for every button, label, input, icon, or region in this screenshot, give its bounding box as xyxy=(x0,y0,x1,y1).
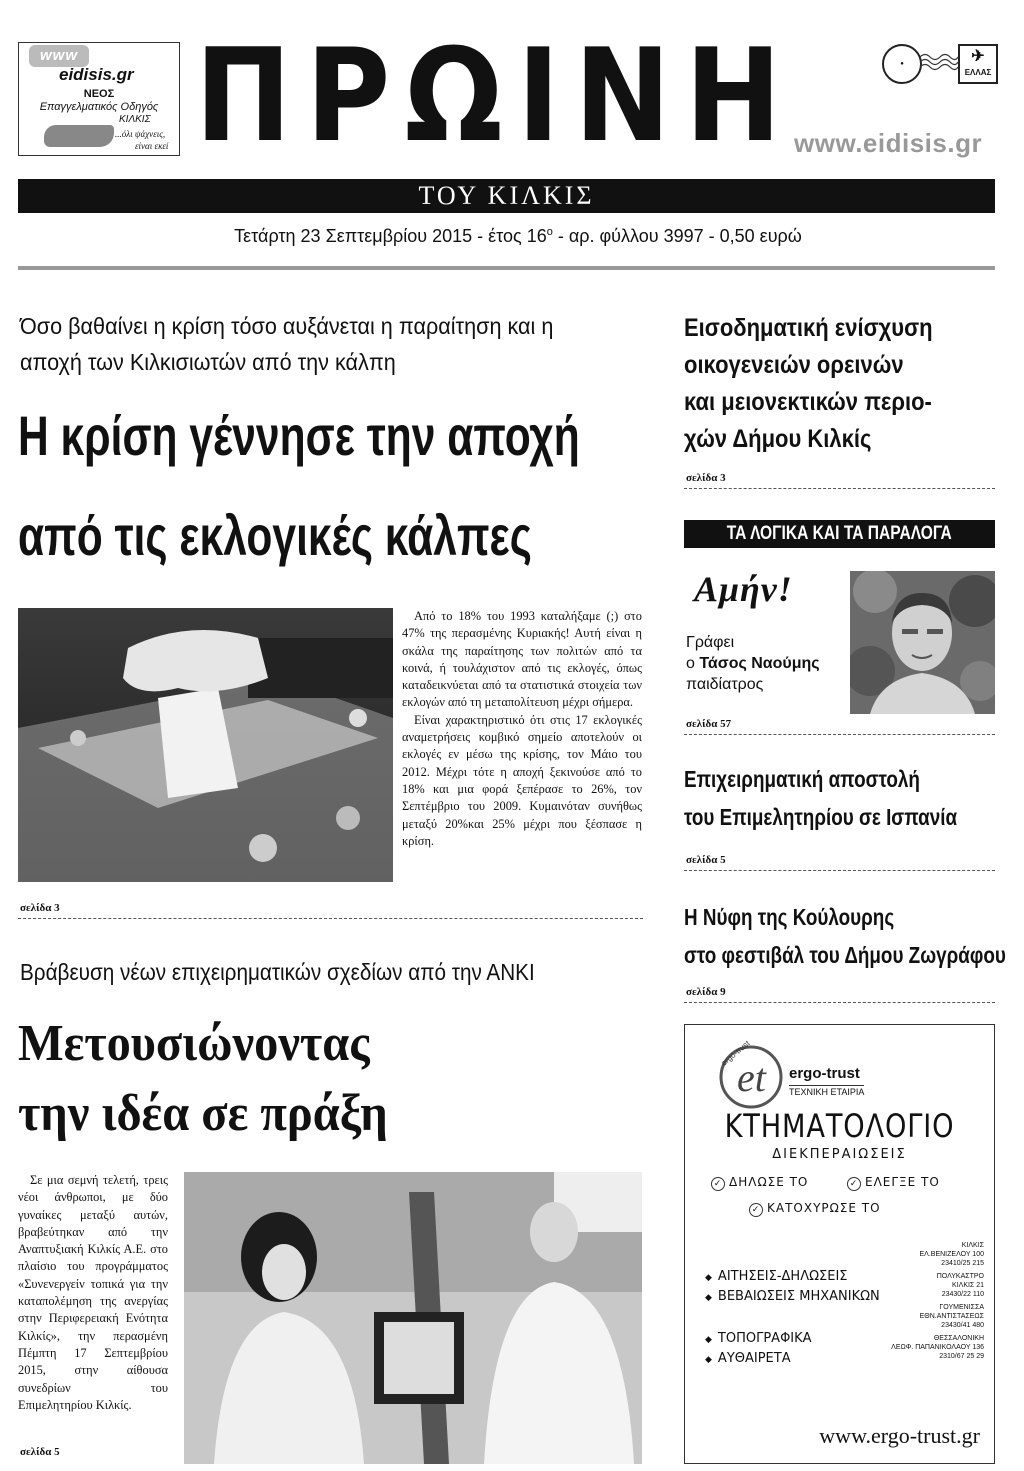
issue-date: Τετάρτη 23 Σεπτεμβρίου 2015 - έτος 16 xyxy=(234,226,547,246)
story1-kicker: Όσο βαθαίνει η κρίση τόσο αυξάνεται η παραίτηση και η αποχή των Κιλκισιωτών από την κάλπη xyxy=(20,313,554,375)
divider xyxy=(684,870,995,871)
ad-title: ΚΤΗΜΑΤΟΛΟΓΙΟ xyxy=(724,1107,955,1145)
diamond-icon: ◆ xyxy=(705,1335,712,1345)
ballot-box-photo xyxy=(18,608,393,882)
sidebar-story2-headline[interactable] xyxy=(684,760,957,836)
website-link[interactable]: www.eidisis.gr xyxy=(794,128,983,158)
story1-page-ref[interactable]: σελίδα 3 xyxy=(20,902,60,914)
ad-addresses xyxy=(874,1241,984,1361)
stamp-label: ΕΛΛΑΣ xyxy=(964,68,992,77)
column-section-bar xyxy=(684,520,995,548)
hellas-stamp xyxy=(958,44,998,84)
issue-number-price: - αρ. φύλλου 3997 - 0,50 ευρώ xyxy=(552,226,802,246)
ad-url[interactable]: www.ergo-trust.gr xyxy=(819,1423,980,1448)
ad-service xyxy=(705,1351,791,1366)
issue-sup: ο xyxy=(546,226,553,238)
service-label: ΒΕΒΑΙΩΣΕΙΣ ΜΗΧΑΝΙΚΩΝ xyxy=(717,1289,880,1304)
check-label: ΕΛΕΓΞΕ ΤΟ xyxy=(865,1175,940,1189)
address-line: ΕΛ.ΒΕΝΙΖΕΛΟΥ 100 xyxy=(919,1251,984,1258)
story2-kicker: Βράβευση νέων επιχειρηματικών σχεδίων από την ΑΝΚΙ xyxy=(20,959,535,985)
service-label: ΑΥΘΑΙΡΕΤΑ xyxy=(717,1351,791,1366)
address-line: 23410/25 215 xyxy=(941,1260,984,1267)
divider xyxy=(684,488,995,489)
ad-brand: ergo-trust xyxy=(789,1065,860,1082)
logo-site: eidisis.gr xyxy=(59,65,134,84)
headline-line: οικογενειών ορεινών xyxy=(684,351,904,379)
ad-service xyxy=(705,1289,880,1304)
story1-body xyxy=(402,608,642,850)
masthead-divider xyxy=(18,266,995,270)
headline-line: του Επιμελητηρίου σε Ισπανία xyxy=(684,804,958,830)
sidebar-story1-page-ref[interactable]: σελίδα 3 xyxy=(686,472,726,484)
award-ceremony-photo xyxy=(184,1172,642,1464)
address-line: ΚΙΛΚΙΣ xyxy=(961,1242,984,1249)
diamond-icon: ◆ xyxy=(705,1273,712,1283)
logo-line: ΚΙΛΚΙΣ xyxy=(119,114,151,125)
ad-check-item xyxy=(711,1175,808,1191)
logo-line: Επαγγελματικός Οδηγός xyxy=(39,101,159,113)
address-line: ΕΘΝ.ΑΝΤΙΣΤΑΣΕΩΣ xyxy=(919,1313,984,1320)
address-line: ΚΙΛΚΙΣ 21 xyxy=(952,1282,984,1289)
ad-check-item xyxy=(749,1201,881,1217)
address-line: ΠΟΛΥΚΑΣΤΡΟ xyxy=(936,1273,984,1280)
newspaper-title: ΠΡΩΙΝΗ xyxy=(195,22,796,171)
column-byline xyxy=(686,632,820,695)
check-icon: ✓ xyxy=(847,1177,861,1191)
column-section-title: ΤΑ ΛΟΓΙΚΑ ΚΑΙ ΤΑ ΠΑΡΑΛΟΓΑ xyxy=(726,523,953,544)
bird-icon: ✈ xyxy=(971,48,985,65)
diamond-icon: ◆ xyxy=(705,1293,712,1303)
story1-paragraph: Από το 18% του 1993 καταλήξαμε (;) στο 47% της περασμένης Κυριακής! Αυτή είναι η σκάλα της παραίτησης των πολιτών από τα κοινά, ή τουλάχιστον από τις εκλογές, όπως καταδεικνύεται από τα στατιστικά στοιχεία των εκλογών από τη μεταπολίτευση μέχρι σήμερα. xyxy=(402,609,642,710)
sidebar-story1-headline[interactable] xyxy=(684,310,933,458)
headline-line: Εισοδηματική ενίσχυση xyxy=(684,314,933,342)
check-label: ΔΗΛΩΣΕ ΤΟ xyxy=(729,1175,809,1189)
author-portrait xyxy=(850,571,995,714)
sidebar-story3-page-ref[interactable]: σελίδα 9 xyxy=(686,986,726,998)
sidebar-story3-headline[interactable] xyxy=(684,898,1006,974)
ergo-trust-advertisement[interactable] xyxy=(684,1024,995,1464)
issue-info xyxy=(18,226,1018,247)
logo-arc-text: ergo-trust xyxy=(719,1038,752,1068)
byline-prefix: ο xyxy=(686,655,700,672)
byline-line: Γράφει xyxy=(686,634,735,651)
address-line: 2310/67 25 29 xyxy=(939,1353,984,1360)
diamond-icon: ◆ xyxy=(705,1355,712,1365)
ergo-trust-logo-icon xyxy=(707,1033,787,1113)
column-title[interactable]: Αμήν! xyxy=(694,569,793,609)
divider xyxy=(18,918,643,919)
headline-line: Επιχειρηματική αποστολή xyxy=(684,766,920,792)
address-line: 23430/22 110 xyxy=(941,1291,984,1298)
logo-line: ...όλι ψάχνεις, xyxy=(115,129,166,139)
story1-headline-line2[interactable]: από τις εκλογικές κάλπες xyxy=(18,504,532,567)
divider xyxy=(684,1002,995,1003)
ad-service xyxy=(705,1269,848,1284)
column-page-ref[interactable]: σελίδα 57 xyxy=(686,718,732,730)
headline-line: στο φεστιβάλ του Δήμου Ζωγράφου xyxy=(684,942,1006,968)
address-line: ΛΕΩΦ. ΠΑΠΑΝΙΚΟΛΑΟΥ 136 xyxy=(891,1344,984,1351)
byline-line: παιδίατρος xyxy=(686,676,764,693)
postmark-wave-icon xyxy=(920,52,958,72)
ad-brand-sub: ΤΕΧΝΙΚΗ ΕΤΑΙΡΙΑ xyxy=(789,1087,865,1097)
story2-body xyxy=(18,1172,168,1414)
story1-paragraph: Είναι χαρακτηριστικό ότι στις 17 εκλογικές αναμετρήσεις κομβικό σημείο αποτελούν οι εκλογές εν μέσω της κρίσης, τον Μάιο του 2012. Μέχρι τότε η αποχή ξεκινούσε από το 18% και μια φορά ξεπέρασε το 26%, τον Σεπτέμβριο του 2009. Κυμαινόταν συνήθως μεταξύ 20%και 25% μέχρι που ξέσπασε η κρίση. xyxy=(402,712,642,848)
masthead-subtitle: ΤΟΥ ΚΙΛΚΙΣ xyxy=(18,179,995,213)
logo-line: ΝΕΟΣ xyxy=(83,88,115,100)
sidebar-story2-page-ref[interactable]: σελίδα 5 xyxy=(686,854,726,866)
divider xyxy=(684,734,995,735)
postal-stamp-icon: ● xyxy=(882,44,922,84)
check-icon: ✓ xyxy=(711,1177,725,1191)
eidisis-logo-box xyxy=(18,42,180,156)
headline-line: και μειονεκτικών περιο- xyxy=(684,388,932,416)
address-line: ΘΕΣΣΑΛΟΝΙΚΗ xyxy=(933,1335,984,1342)
byline-line xyxy=(686,653,820,674)
column-author: Τάσος Ναούμης xyxy=(699,655,820,672)
ad-subtitle: ΔΙΕΚΠΕΡΑΙΩΣΕΙΣ xyxy=(772,1147,907,1162)
headline-line: Η Νύφη της Κούλουρης xyxy=(684,904,895,930)
address-line: 23430/41 480 xyxy=(941,1322,984,1329)
ad-service xyxy=(705,1331,812,1346)
headline-line: χών Δήμου Κιλκίς xyxy=(684,425,872,453)
service-label: ΤΟΠΟΓΡΑΦΙΚΑ xyxy=(717,1331,812,1346)
logo-www: www xyxy=(29,45,89,67)
hand-icon xyxy=(44,125,114,147)
story2-headline-line1[interactable]: Μετουσιώνοντας xyxy=(18,1015,370,1072)
story2-page-ref[interactable]: σελίδα 5 xyxy=(20,1446,60,1458)
svg-text:et: et xyxy=(737,1055,766,1100)
story2-headline-line2[interactable]: την ιδέα σε πράξη xyxy=(18,1085,388,1142)
logo-line: είναι εκεί xyxy=(135,141,169,151)
check-icon: ✓ xyxy=(749,1203,763,1217)
story1-headline-line1[interactable]: Η κρίση γέννησε την αποχή xyxy=(18,404,580,467)
service-label: ΑΙΤΗΣΕΙΣ-ΔΗΛΩΣΕΙΣ xyxy=(717,1269,848,1284)
address-line: ΓΟΥΜΕΝΙΣΣΑ xyxy=(939,1304,984,1311)
check-label: ΚΑΤΟΧΥΡΩΣΕ ΤΟ xyxy=(767,1201,881,1215)
ad-check-item xyxy=(847,1175,940,1191)
story2-paragraph: Σε μια σεμνή τελετή, τρεις νέοι άνθρωποι, με δύο γυναίκες μεταξύ αυτών, βραβεύτηκαν από την Αναπτυξιακή Κιλκίς Α.Ε. στο πλαίσιο του προγράμματος «Συνενεργείν τοπικά για την καταπολέμηση της ανεργίας στην Περιφερειακή Ενότητα Κιλκίς», την περασμένη Πέμπτη 17 Σεπτεμβρίου 2015, στην αίθουσα συνεδρίων του Επιμελητηρίου Κιλκίς. xyxy=(18,1173,168,1412)
